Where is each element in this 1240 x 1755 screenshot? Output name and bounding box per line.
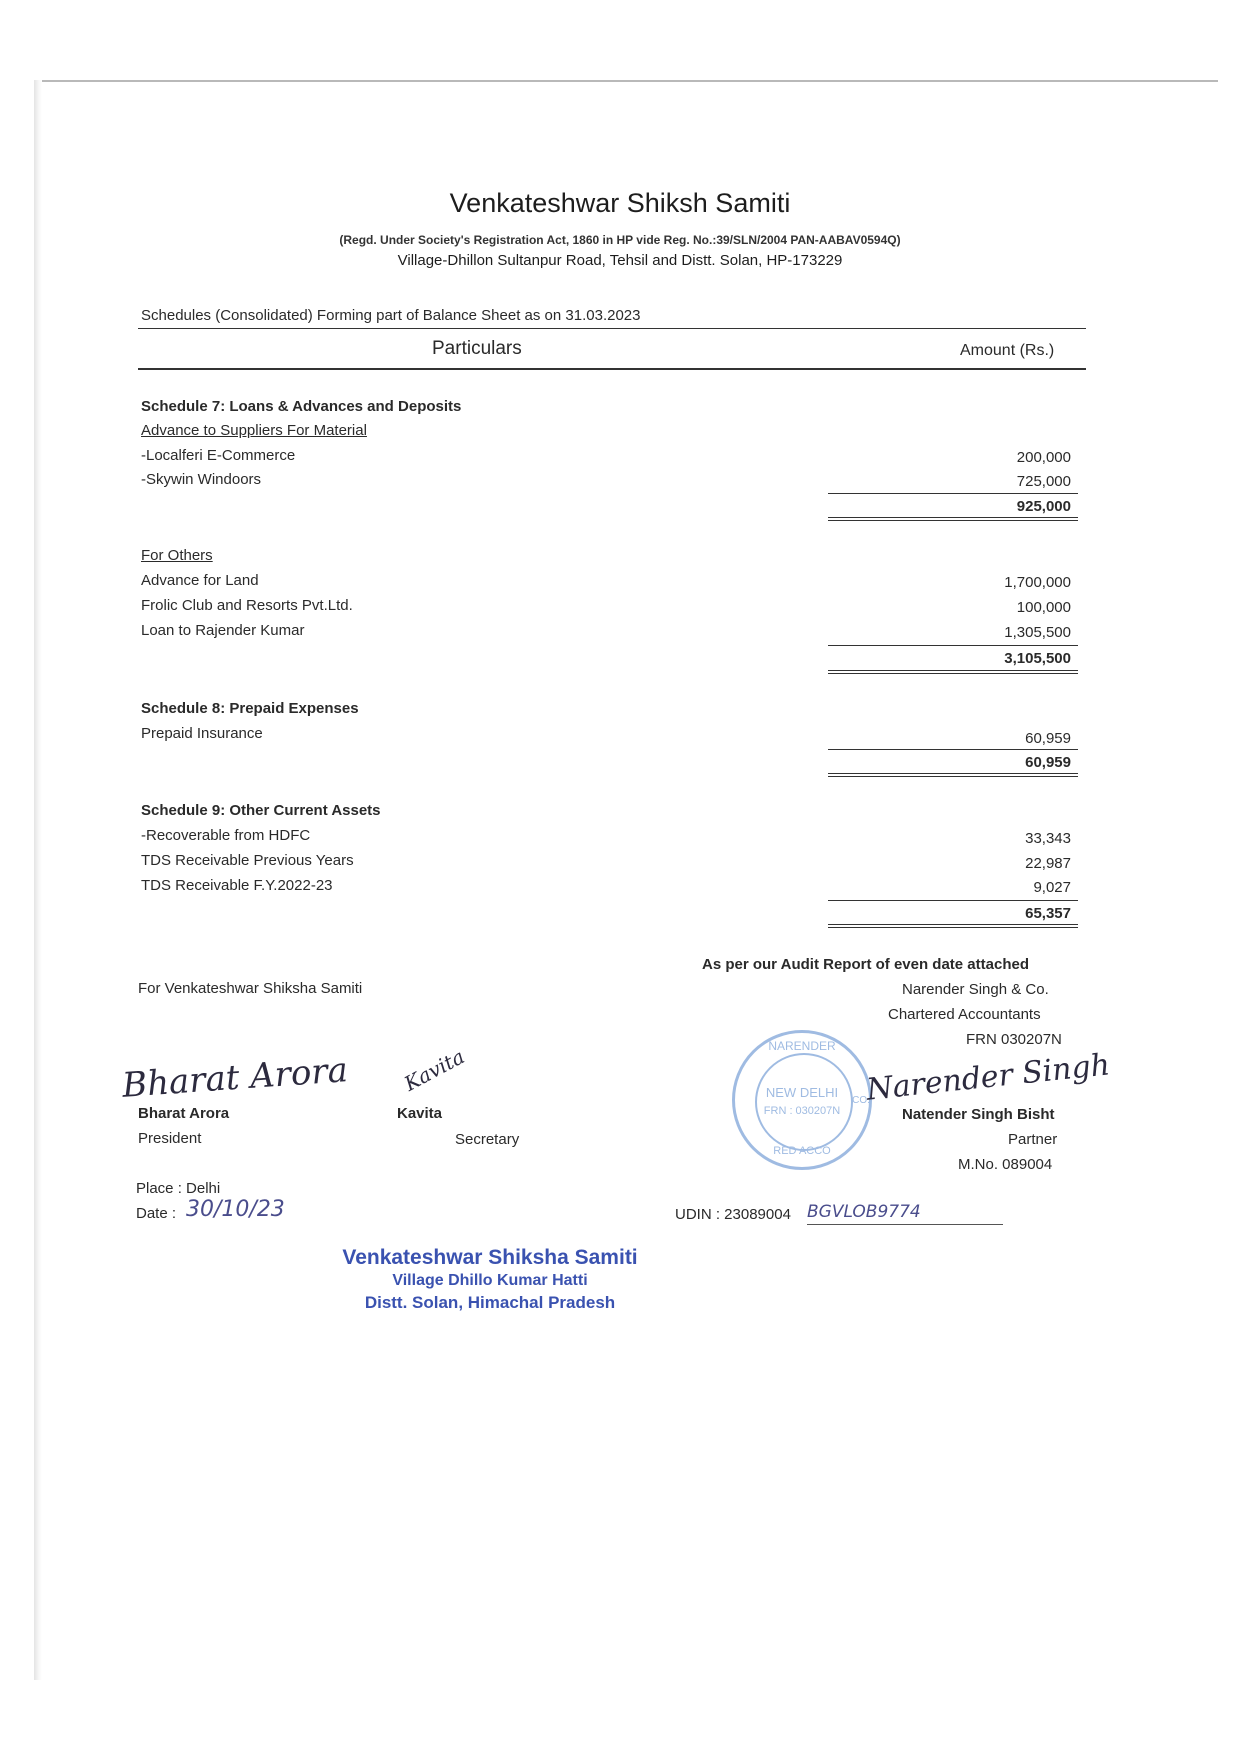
place: Place : Delhi	[136, 1180, 221, 1197]
table-row-label: TDS Receivable F.Y.2022-23	[141, 877, 333, 894]
org-title: Venkateshwar Shiksh Samiti	[449, 188, 791, 218]
subtotal-rule	[828, 749, 1078, 750]
address-line: Village-Dhillon Sultanpur Road, Tehsil and Distt. Solan, HP-173229	[397, 252, 843, 269]
president-name: Bharat Arora	[138, 1105, 230, 1122]
table-row-label: Advance for Land	[141, 572, 259, 589]
schedule7-group1-heading: Advance to Suppliers For Material	[141, 422, 367, 439]
udin-underline	[807, 1224, 1003, 1225]
document-title: Schedules (Consolidated) Forming part of Balance Sheet as on 31.03.2023	[141, 307, 641, 324]
secretary-role: Secretary	[455, 1131, 520, 1148]
table-row-label: -Localferi E-Commerce	[141, 447, 296, 464]
president-signature: Bharat Arora	[120, 1050, 350, 1106]
header-rule	[138, 368, 1086, 370]
schedule7-group2-total: 3,105,500	[1004, 650, 1071, 667]
audit-report-line: As per our Audit Report of even date attached	[702, 956, 1029, 973]
table-row-amount: 9,027	[1033, 879, 1071, 896]
scan-edge-left	[34, 80, 42, 1680]
total-double-rule	[828, 670, 1078, 674]
table-row-amount: 22,987	[1025, 855, 1071, 872]
subtotal-rule	[828, 900, 1078, 901]
col-particulars: Particulars	[432, 338, 522, 359]
auditor-seal	[732, 1030, 872, 1170]
schedule9-total: 65,357	[1025, 905, 1071, 922]
auditor-signature: Narender Singh	[864, 1047, 1112, 1108]
table-row-amount: 1,305,500	[1004, 624, 1071, 641]
for-organization: For Venkateshwar Shiksha Samiti	[138, 980, 363, 997]
auditor-firm: Narender Singh & Co.	[902, 981, 1049, 998]
table-row-amount: 60,959	[1025, 730, 1071, 747]
president-role: President	[138, 1130, 202, 1147]
total-double-rule	[828, 517, 1078, 521]
table-row-amount: 725,000	[1016, 473, 1071, 490]
seal-city: NEW DELHI	[765, 1085, 839, 1100]
seal-suffix: CO.	[852, 1095, 870, 1106]
table-row-label: -Skywin Windoors	[141, 471, 262, 488]
subtotal-rule	[828, 645, 1078, 646]
table-row-label: -Recoverable from HDFC	[141, 827, 311, 844]
stamp-line3: Distt. Solan, Himachal Pradesh	[364, 1293, 616, 1312]
table-row-label: Loan to Rajender Kumar	[141, 622, 305, 639]
schedule8-title: Schedule 8: Prepaid Expenses	[141, 700, 359, 717]
table-row-label: Prepaid Insurance	[141, 725, 263, 742]
col-amount: Amount (Rs.)	[960, 342, 1055, 359]
table-row-amount: 200,000	[1016, 449, 1071, 466]
secretary-name: Kavita	[397, 1105, 443, 1122]
schedule7-group1-total: 925,000	[1016, 498, 1071, 515]
secretary-signature: Kavita	[400, 1044, 469, 1096]
auditor-frn: FRN 030207N	[966, 1031, 1062, 1048]
stamp-line2: Village Dhillo Kumar Hatti	[392, 1272, 588, 1289]
schedule9-title: Schedule 9: Other Current Assets	[141, 802, 381, 819]
date-value: 30/10/23	[186, 1197, 285, 1222]
subtotal-rule	[828, 493, 1078, 494]
schedule7-group2-heading: For Others	[141, 547, 213, 564]
stamp-line1: Venkateshwar Shiksha Samiti	[342, 1246, 638, 1269]
seal-top-text: NARENDER	[768, 1039, 836, 1053]
date-label: Date :	[136, 1205, 177, 1222]
table-row-amount: 1,700,000	[1004, 574, 1071, 591]
scan-edge-top	[38, 80, 1218, 82]
partner-role: Partner	[1008, 1131, 1058, 1148]
table-row-amount: 33,343	[1025, 830, 1071, 847]
table-row-label: TDS Receivable Previous Years	[141, 852, 354, 869]
total-double-rule	[828, 924, 1078, 928]
title-rule	[138, 328, 1086, 329]
partner-name: Natender Singh Bisht	[902, 1106, 1055, 1123]
schedule8-total: 60,959	[1025, 754, 1071, 771]
table-row-amount: 100,000	[1016, 599, 1071, 616]
table-row-label: Frolic Club and Resorts Pvt.Ltd.	[141, 597, 353, 614]
auditor-designation: Chartered Accountants	[888, 1006, 1041, 1023]
udin-value: BGVLOB9774	[807, 1202, 921, 1222]
seal-frn: FRN : 030207N	[763, 1105, 841, 1117]
seal-bottom-text: RED ACCO	[773, 1145, 831, 1157]
udin-label: UDIN : 23089004	[675, 1206, 791, 1223]
total-double-rule	[828, 773, 1078, 777]
membership-number: M.No. 089004	[958, 1156, 1053, 1173]
schedule7-title: Schedule 7: Loans & Advances and Deposits	[141, 398, 462, 415]
registration-line: (Regd. Under Society's Registration Act, 1860 in HP vide Reg. No.:39/SLN/2004 PAN-AABAV0594Q)	[339, 233, 901, 247]
